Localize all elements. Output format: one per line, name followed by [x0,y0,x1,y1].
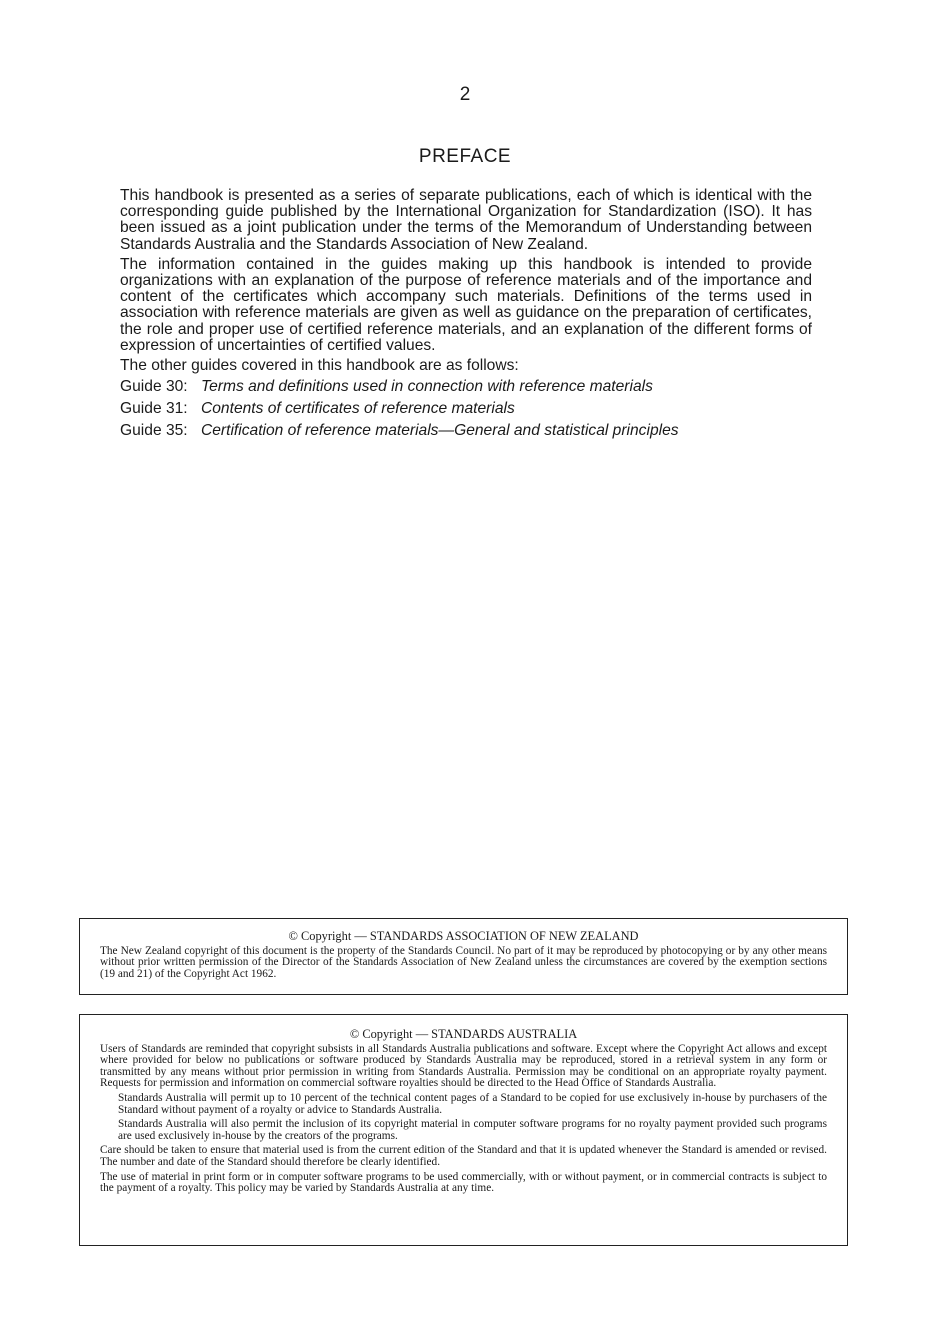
preface-paragraph: This handbook is presented as a series of separate publications, each of which is identical with the corresponding guide published by the International Organization for Standardization (ISO). It has been issued as a joint publication under the terms of the Memorandum of Understanding between Standards Australia and the Standards Association of New Zealand. [120,187,812,253]
guide-title: Terms and definitions used in connection with reference materials [201,378,653,396]
guide-label: Guide 31: [120,400,188,418]
copyright-paragraph-au: Standards Australia will also permit the inclusion of its copyright material in computer software programs for no royalty payment provided such programs are used exclusively in-house by the creators of the programs. [118,1118,827,1142]
copyright-paragraph-au: The use of material in print form or in computer software programs to be used commercially, with or without payment, or in commercial contracts is subject to the payment of a royalty. This policy may be varied by Standards Australia at any time. [100,1170,827,1195]
copyright-heading-nz: © Copyright — STANDARDS ASSOCIATION OF NEW ZEALAND [288,929,639,943]
preface-heading: PREFACE [418,146,512,167]
guide-title: Certification of reference materials—General and statistical principles [201,422,679,440]
copyright-text-nz: The New Zealand copyright of this document is the property of the Standards Council. No part of it may be reproduced by photocopying or by any other means without prior written permission of the Director of the Standards Association of New Zealand unless the circumstances are covered by the exemption sections (19 and 21) of the Copyright Act 1962. [100,944,827,980]
copyright-notice-nz [79,918,848,995]
copyright-paragraph-au: Care should be taken to ensure that material used is from the current edition of the Standard and that it is updated whenever the Standard is amended or revised. The number and date of the Standard should therefore be clearly identified. [100,1144,827,1168]
guide-item [120,400,812,417]
guide-label: Guide 30: [120,378,188,396]
preface-paragraph: The information contained in the guides making up this handbook is intended to provide organizations with an explanation of the purpose of reference materials and of the importance and content of the certificates which accompany such materials. Definitions of the terms used in association with reference materials are given as well as guidance on the preparation of certificates, the role and proper use of certified reference materials, and an explanation of the different forms of expression of uncertainties of certified values. [120,255,812,354]
page-number: 2 [459,84,471,105]
copyright-heading-au: © Copyright — STANDARDS AUSTRALIA [349,1027,578,1041]
copyright-notice-au [79,1014,848,1246]
copyright-paragraph-au: Standards Australia will permit up to 10 percent of the technical content pages of a Standard to be copied for use exclusively in-house by purchasers of the Standard without payment of a royalty or advice to Standards Australia. [118,1091,827,1116]
guide-label: Guide 35: [120,422,188,440]
guide-title: Contents of certificates of reference materials [201,400,515,418]
copyright-paragraph-au: Users of Standards are reminded that copyright subsists in all Standards Australia publications and software. Except where the Copyright Act allows and except where provided for below no publications or software produced by Standards Australia may be reproduced, stored in a retrieval system in any form or transmitted by any means without prior permission in writing from Standards Australia. Permission may be conditional on an appropriate royalty payment. Requests for permission and information on commercial software royalties should be directed to the Head Office of Standards Australia. [100,1042,827,1090]
guide-item [120,422,812,439]
guide-item [120,378,812,395]
guides-intro: The other guides covered in this handbook are as follows: [120,357,519,375]
preface-body [120,188,812,444]
